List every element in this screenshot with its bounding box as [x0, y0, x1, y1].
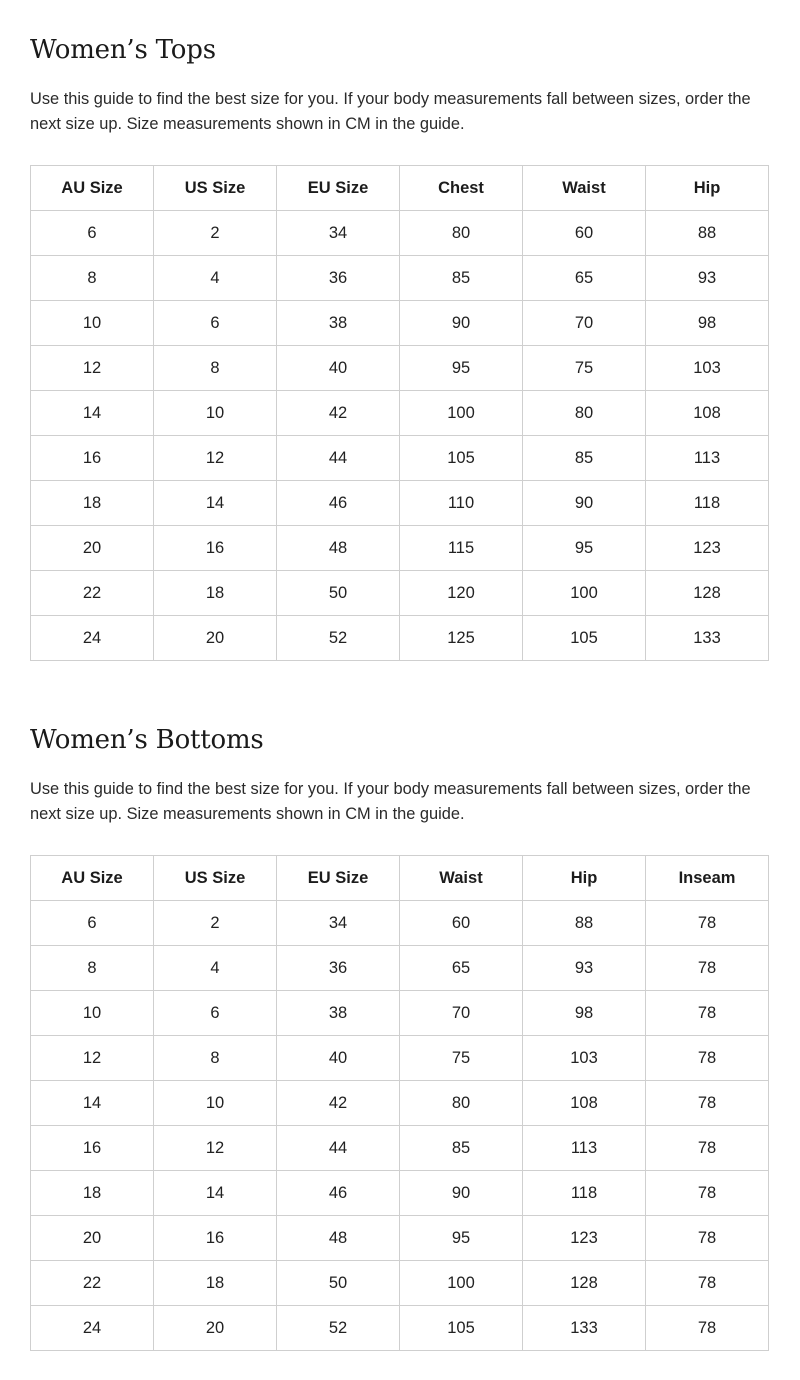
table-cell: 95 [523, 526, 646, 571]
table-cell: 90 [400, 1171, 523, 1216]
table-cell: 50 [277, 1261, 400, 1306]
table-cell: 38 [277, 301, 400, 346]
table-cell: 14 [31, 391, 154, 436]
table-cell: 78 [646, 946, 769, 991]
table-cell: 78 [646, 1306, 769, 1351]
table-cell: 85 [400, 256, 523, 301]
table-cell: 40 [277, 1036, 400, 1081]
table-row [31, 1216, 769, 1261]
column-header: EU Size [277, 166, 400, 211]
table-cell: 42 [277, 1081, 400, 1126]
table-cell: 18 [31, 1171, 154, 1216]
table-cell: 88 [523, 901, 646, 946]
column-header: Inseam [646, 856, 769, 901]
bottoms-intro: Use this guide to find the best size for you. If your body measurements fall between sizes, order the next size up. Size measurements shown in CM in the guide. [30, 780, 751, 823]
table-cell: 133 [523, 1306, 646, 1351]
table-cell: 80 [400, 1081, 523, 1126]
table-cell: 123 [523, 1216, 646, 1261]
table-cell: 70 [400, 991, 523, 1036]
bottoms-section [30, 723, 768, 1351]
table-cell: 36 [277, 946, 400, 991]
bottoms-size-table [30, 855, 769, 1351]
table-cell: 12 [154, 436, 277, 481]
table-cell: 115 [400, 526, 523, 571]
table-cell: 103 [523, 1036, 646, 1081]
table-cell: 70 [523, 301, 646, 346]
table-cell: 133 [646, 616, 769, 661]
table-row [31, 211, 769, 256]
table-row [31, 571, 769, 616]
table-cell: 100 [400, 391, 523, 436]
column-header: Waist [400, 856, 523, 901]
tops-title: Women’s Tops [30, 35, 216, 65]
table-cell: 42 [277, 391, 400, 436]
table-row [31, 526, 769, 571]
table-cell: 34 [277, 901, 400, 946]
table-cell: 78 [646, 1036, 769, 1081]
table-cell: 98 [523, 991, 646, 1036]
table-row [31, 1126, 769, 1171]
table-cell: 75 [400, 1036, 523, 1081]
table-cell: 34 [277, 211, 400, 256]
column-header: US Size [154, 856, 277, 901]
table-cell: 46 [277, 481, 400, 526]
table-cell: 48 [277, 526, 400, 571]
table-cell: 16 [154, 526, 277, 571]
table-cell: 6 [31, 211, 154, 256]
table-cell: 52 [277, 616, 400, 661]
column-header: Chest [400, 166, 523, 211]
table-cell: 105 [523, 616, 646, 661]
bottoms-title: Women’s Bottoms [30, 725, 264, 755]
table-cell: 2 [154, 901, 277, 946]
table-row [31, 616, 769, 661]
table-cell: 118 [523, 1171, 646, 1216]
table-cell: 52 [277, 1306, 400, 1351]
table-cell: 22 [31, 571, 154, 616]
table-cell: 105 [400, 436, 523, 481]
table-cell: 110 [400, 481, 523, 526]
table-row [31, 436, 769, 481]
column-header: Waist [523, 166, 646, 211]
table-cell: 128 [523, 1261, 646, 1306]
table-cell: 20 [154, 1306, 277, 1351]
table-cell: 38 [277, 991, 400, 1036]
table-cell: 40 [277, 346, 400, 391]
table-cell: 80 [523, 391, 646, 436]
table-cell: 128 [646, 571, 769, 616]
table-cell: 113 [523, 1126, 646, 1171]
table-cell: 14 [31, 1081, 154, 1126]
table-cell: 14 [154, 481, 277, 526]
table-row [31, 1171, 769, 1216]
table-cell: 10 [31, 301, 154, 346]
table-cell: 113 [646, 436, 769, 481]
tops-section [30, 33, 768, 661]
table-cell: 10 [154, 391, 277, 436]
table-cell: 95 [400, 346, 523, 391]
table-cell: 16 [31, 436, 154, 481]
table-cell: 12 [31, 1036, 154, 1081]
table-cell: 90 [523, 481, 646, 526]
tops-size-table [30, 165, 769, 661]
table-cell: 20 [154, 616, 277, 661]
table-row [31, 901, 769, 946]
table-row [31, 256, 769, 301]
table-cell: 93 [646, 256, 769, 301]
column-header: Hip [523, 856, 646, 901]
table-row [31, 346, 769, 391]
table-cell: 65 [523, 256, 646, 301]
tops-intro: Use this guide to find the best size for you. If your body measurements fall between sizes, order the next size up. Size measurements shown in CM in the guide. [30, 90, 751, 133]
table-cell: 78 [646, 1216, 769, 1261]
table-cell: 2 [154, 211, 277, 256]
table-cell: 60 [523, 211, 646, 256]
table-cell: 20 [31, 1216, 154, 1261]
table-cell: 100 [523, 571, 646, 616]
table-cell: 6 [31, 901, 154, 946]
table-cell: 78 [646, 1081, 769, 1126]
table-cell: 93 [523, 946, 646, 991]
table-cell: 8 [31, 256, 154, 301]
table-row [31, 1261, 769, 1306]
table-cell: 95 [400, 1216, 523, 1261]
table-cell: 8 [154, 346, 277, 391]
table-cell: 36 [277, 256, 400, 301]
table-row [31, 991, 769, 1036]
table-cell: 108 [523, 1081, 646, 1126]
table-cell: 50 [277, 571, 400, 616]
table-cell: 75 [523, 346, 646, 391]
column-header: Hip [646, 166, 769, 211]
table-cell: 16 [31, 1126, 154, 1171]
table-cell: 78 [646, 1261, 769, 1306]
table-cell: 78 [646, 1126, 769, 1171]
table-cell: 98 [646, 301, 769, 346]
column-header: EU Size [277, 856, 400, 901]
column-header: US Size [154, 166, 277, 211]
table-cell: 24 [31, 616, 154, 661]
table-cell: 100 [400, 1261, 523, 1306]
table-cell: 4 [154, 256, 277, 301]
table-cell: 85 [523, 436, 646, 481]
table-row [31, 301, 769, 346]
table-row [31, 481, 769, 526]
table-cell: 78 [646, 901, 769, 946]
table-cell: 118 [646, 481, 769, 526]
table-cell: 12 [31, 346, 154, 391]
table-row [31, 946, 769, 991]
table-cell: 123 [646, 526, 769, 571]
table-cell: 20 [31, 526, 154, 571]
table-row [31, 1306, 769, 1351]
table-cell: 18 [154, 1261, 277, 1306]
table-cell: 105 [400, 1306, 523, 1351]
table-cell: 60 [400, 901, 523, 946]
table-cell: 78 [646, 991, 769, 1036]
table-cell: 90 [400, 301, 523, 346]
table-cell: 18 [154, 571, 277, 616]
table-cell: 78 [646, 1171, 769, 1216]
table-cell: 125 [400, 616, 523, 661]
table-cell: 44 [277, 436, 400, 481]
table-cell: 103 [646, 346, 769, 391]
table-cell: 48 [277, 1216, 400, 1261]
table-cell: 18 [31, 481, 154, 526]
table-cell: 108 [646, 391, 769, 436]
table-cell: 16 [154, 1216, 277, 1261]
table-row [31, 1036, 769, 1081]
table-header-row [31, 856, 769, 901]
table-cell: 10 [31, 991, 154, 1036]
table-row [31, 1081, 769, 1126]
table-cell: 85 [400, 1126, 523, 1171]
table-cell: 65 [400, 946, 523, 991]
table-header-row [31, 166, 769, 211]
table-cell: 6 [154, 991, 277, 1036]
table-cell: 80 [400, 211, 523, 256]
table-row [31, 391, 769, 436]
table-cell: 12 [154, 1126, 277, 1171]
table-cell: 10 [154, 1081, 277, 1126]
table-cell: 6 [154, 301, 277, 346]
column-header: AU Size [31, 166, 154, 211]
table-cell: 8 [154, 1036, 277, 1081]
table-cell: 14 [154, 1171, 277, 1216]
table-cell: 24 [31, 1306, 154, 1351]
column-header: AU Size [31, 856, 154, 901]
table-cell: 4 [154, 946, 277, 991]
table-cell: 8 [31, 946, 154, 991]
table-cell: 44 [277, 1126, 400, 1171]
table-cell: 88 [646, 211, 769, 256]
table-cell: 46 [277, 1171, 400, 1216]
table-cell: 22 [31, 1261, 154, 1306]
table-cell: 120 [400, 571, 523, 616]
